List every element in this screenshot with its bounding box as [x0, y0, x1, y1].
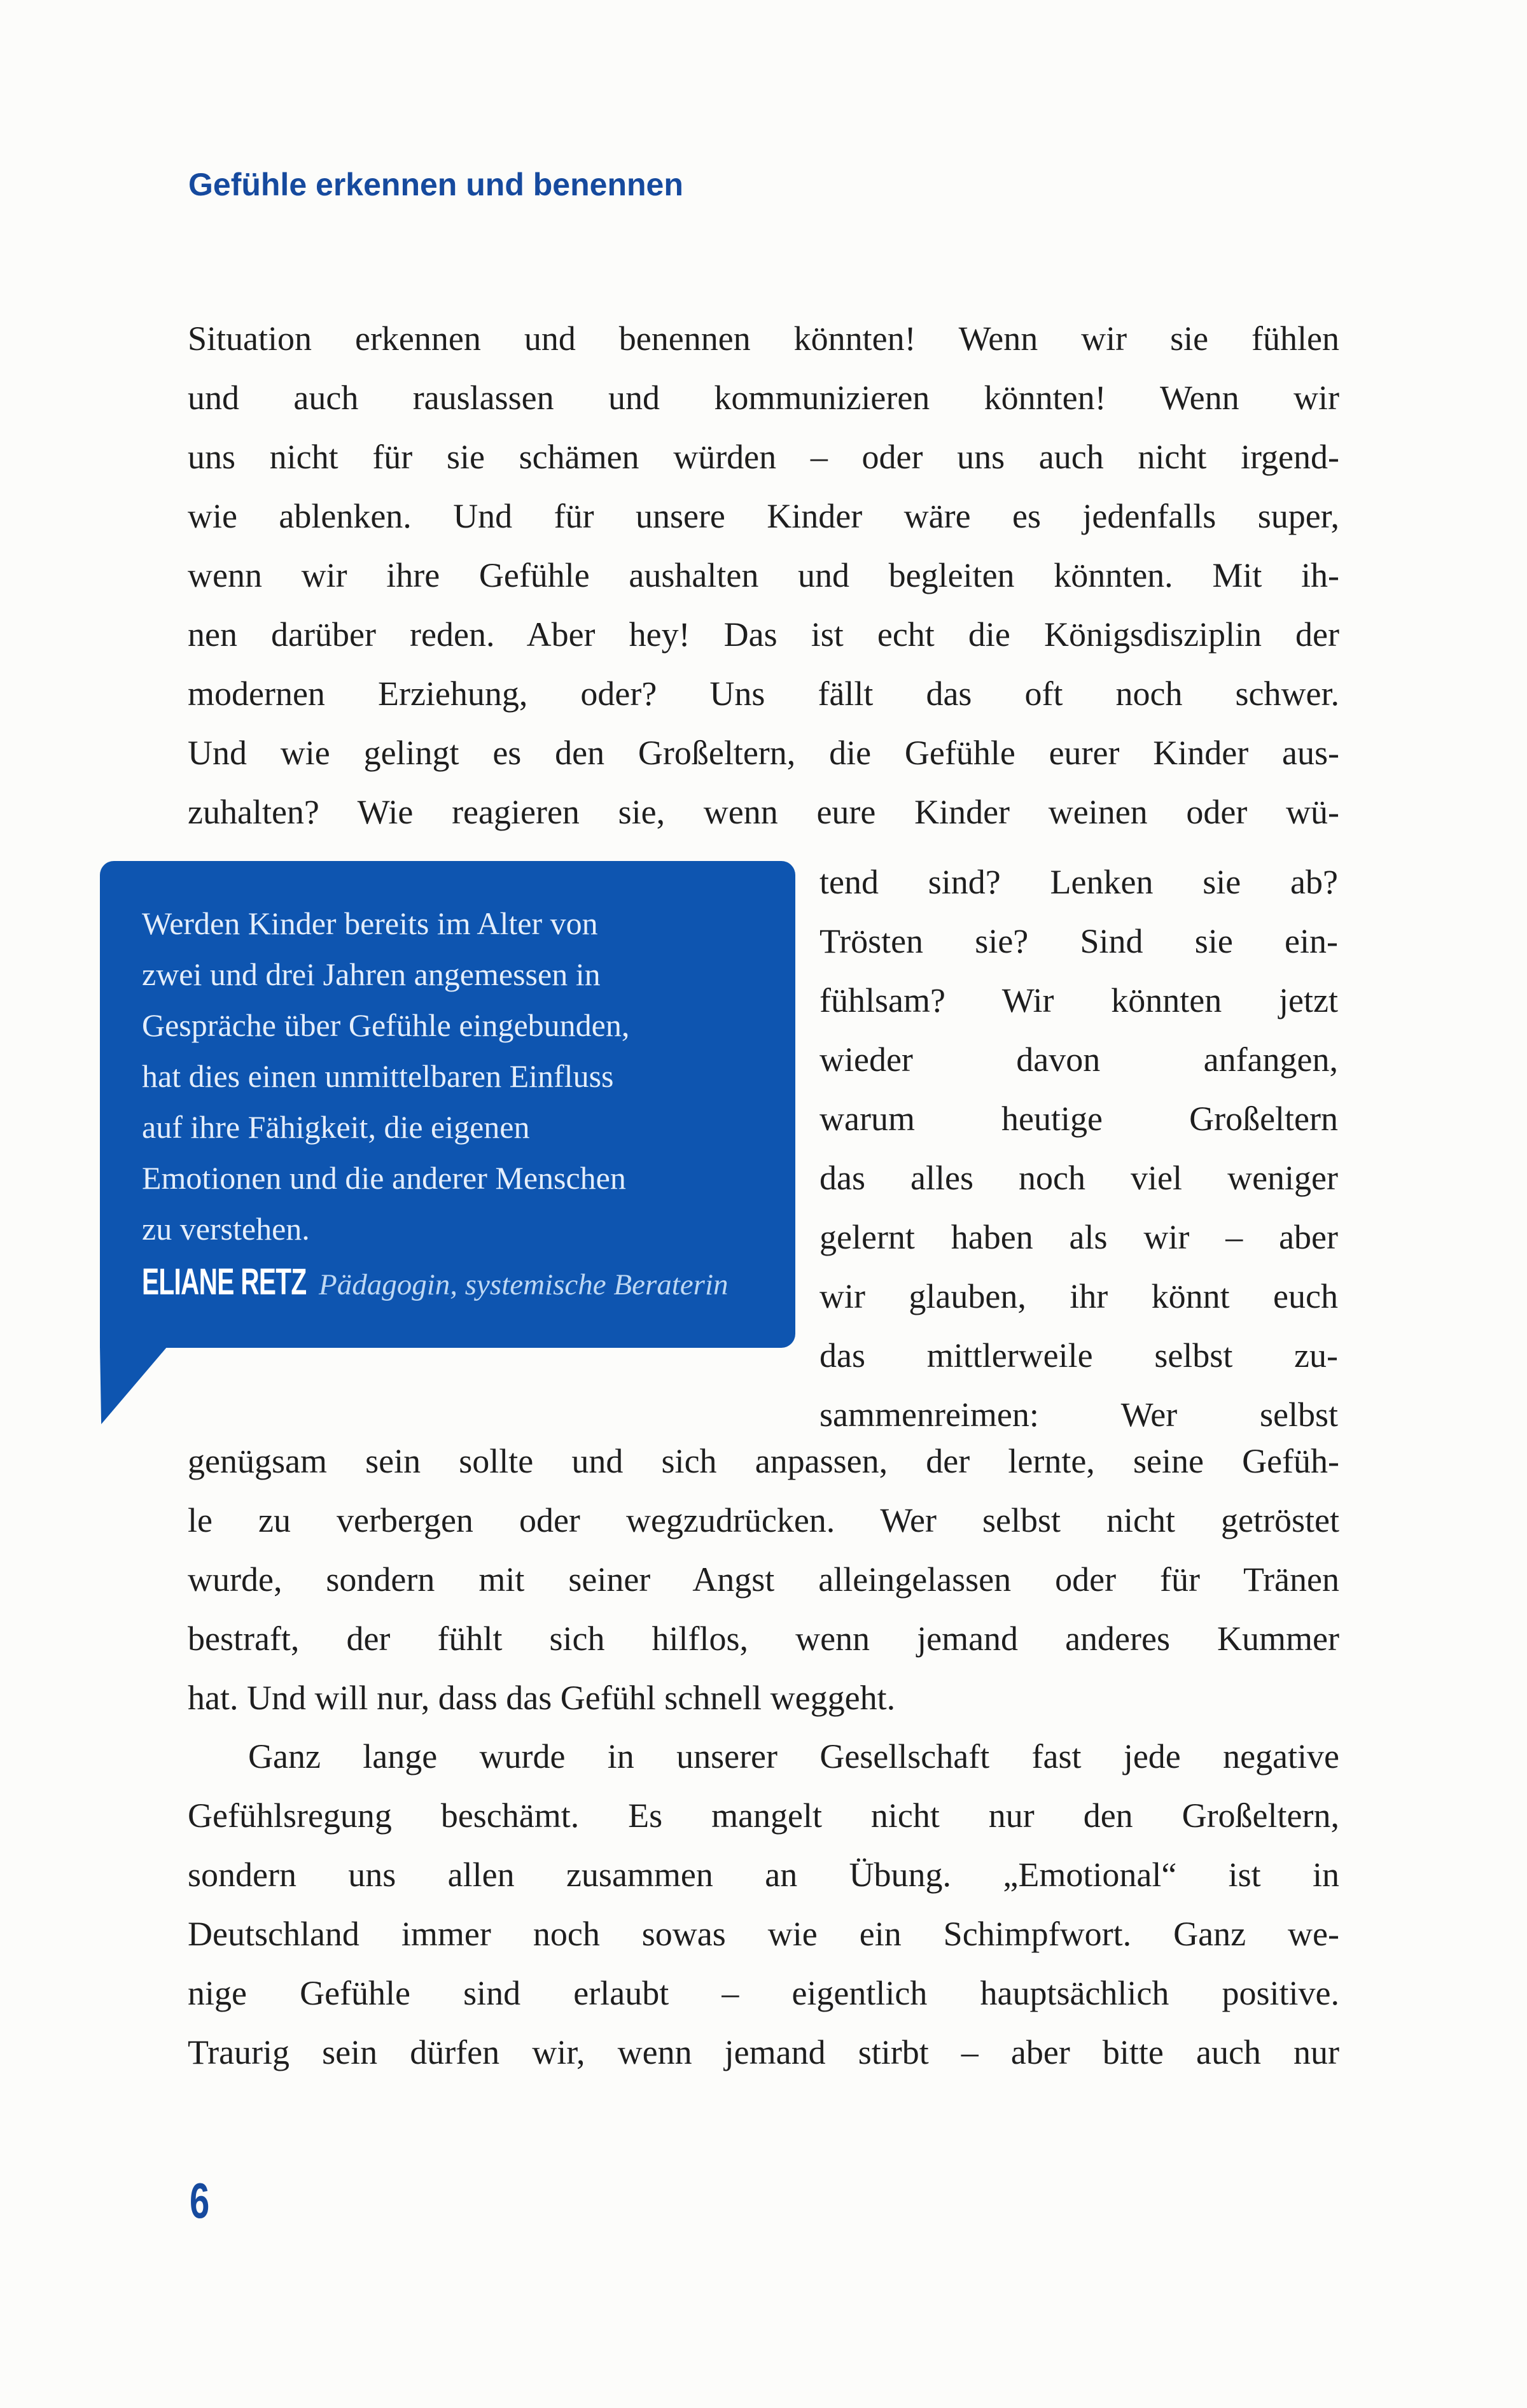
- text-line: tend sind? Lenken sie ab?: [819, 863, 1338, 901]
- text-line: zu verstehen.: [142, 1211, 310, 1247]
- text-line: Trösten sie? Sind sie ein-: [819, 922, 1338, 960]
- text-line: genügsam sein sollte und sich anpassen, der lernte, seine Gefüh-: [188, 1442, 1339, 1480]
- text-line: wie ablenken. Und für unsere Kinder wäre es jedenfalls super,: [188, 497, 1339, 535]
- quote-author-name: ELIANE RETZ: [142, 1261, 307, 1303]
- text-line: Gefühlsregung beschämt. Es mangelt nicht nur den Großeltern,: [188, 1796, 1339, 1835]
- text-line: das alles noch viel weniger: [819, 1159, 1338, 1197]
- text-line: Gespräche über Gefühle eingebunden,: [142, 1007, 630, 1043]
- quote-bubble-tail: [100, 1347, 167, 1424]
- paragraph-wrap-right-column: [819, 853, 1338, 1445]
- text-line: Situation erkennen und benennen könnten! Wenn wir sie fühlen: [188, 319, 1339, 358]
- text-line: Und wie gelingt es den Großeltern, die Gefühle eurer Kinder aus-: [188, 734, 1339, 772]
- text-line: uns nicht für sie schämen würden – oder uns auch nicht irgend-: [188, 438, 1339, 476]
- text-line: auf ihre Fähigkeit, die eigenen: [142, 1109, 530, 1145]
- paragraph-top: [188, 309, 1339, 842]
- text-line: wurde, sondern mit seiner Angst alleingelassen oder für Tränen: [188, 1560, 1339, 1599]
- quote-callout-box: [100, 861, 795, 1348]
- quote-signature: [142, 1263, 772, 1304]
- text-line: Deutschland immer noch sowas wie ein Schimpfwort. Ganz we-: [188, 1915, 1339, 1953]
- quote-text: [142, 898, 765, 1254]
- text-line: zwei und drei Jahren angemessen in: [142, 956, 601, 992]
- text-line: hat. Und will nur, dass das Gefühl schnell weggeht.: [188, 1679, 896, 1717]
- text-line: Traurig sein dürfen wir, wenn jemand stirbt – aber bitte auch nur: [188, 2033, 1339, 2071]
- quote-author-role: Pädagogin, systemische Beraterin: [319, 1268, 729, 1301]
- text-line: fühlsam? Wir könnten jetzt: [819, 981, 1338, 1019]
- text-line: hat dies einen unmittelbaren Einfluss: [142, 1058, 614, 1094]
- text-line: Ganz lange wurde in unserer Gesellschaft fast jede negative: [248, 1737, 1339, 1775]
- paragraph-mid: [188, 1432, 1339, 1728]
- text-line: zuhalten? Wie reagieren sie, wenn eure Kinder weinen oder wü-: [188, 793, 1339, 831]
- text-line: Emotionen und die anderer Menschen: [142, 1160, 626, 1196]
- text-line: sondern uns allen zusammen an Übung. „Emotional“ ist in: [188, 1856, 1339, 1894]
- text-line: sammenreimen: Wer selbst: [819, 1396, 1338, 1434]
- text-line: nige Gefühle sind erlaubt – eigentlich hauptsächlich positive.: [188, 1974, 1339, 2012]
- text-line: wenn wir ihre Gefühle aushalten und begleiten könnten. Mit ih-: [188, 556, 1339, 594]
- text-line: und auch rauslassen und kommunizieren könnten! Wenn wir: [188, 379, 1339, 417]
- text-line: das mittlerweile selbst zu-: [819, 1336, 1338, 1375]
- text-line: nen darüber reden. Aber hey! Das ist echt die Königsdisziplin der: [188, 615, 1339, 654]
- chapter-header: Gefühle erkennen und benennen: [188, 167, 683, 202]
- text-line: bestraft, der fühlt sich hilflos, wenn jemand anderes Kummer: [188, 1620, 1339, 1658]
- text-line: le zu verbergen oder wegzudrücken. Wer selbst nicht getröstet: [188, 1501, 1339, 1539]
- text-line: gelernt haben als wir – aber: [819, 1218, 1338, 1256]
- text-line: modernen Erziehung, oder? Uns fällt das oft noch schwer.: [188, 675, 1339, 713]
- page-number: 6: [190, 2173, 210, 2229]
- text-line: warum heutige Großeltern: [819, 1100, 1338, 1138]
- text-line: wir glauben, ihr könnt euch: [819, 1277, 1338, 1315]
- text-line: Werden Kinder bereits im Alter von: [142, 906, 598, 941]
- paragraph-two: [188, 1727, 1339, 2082]
- text-line: wieder davon anfangen,: [819, 1040, 1338, 1079]
